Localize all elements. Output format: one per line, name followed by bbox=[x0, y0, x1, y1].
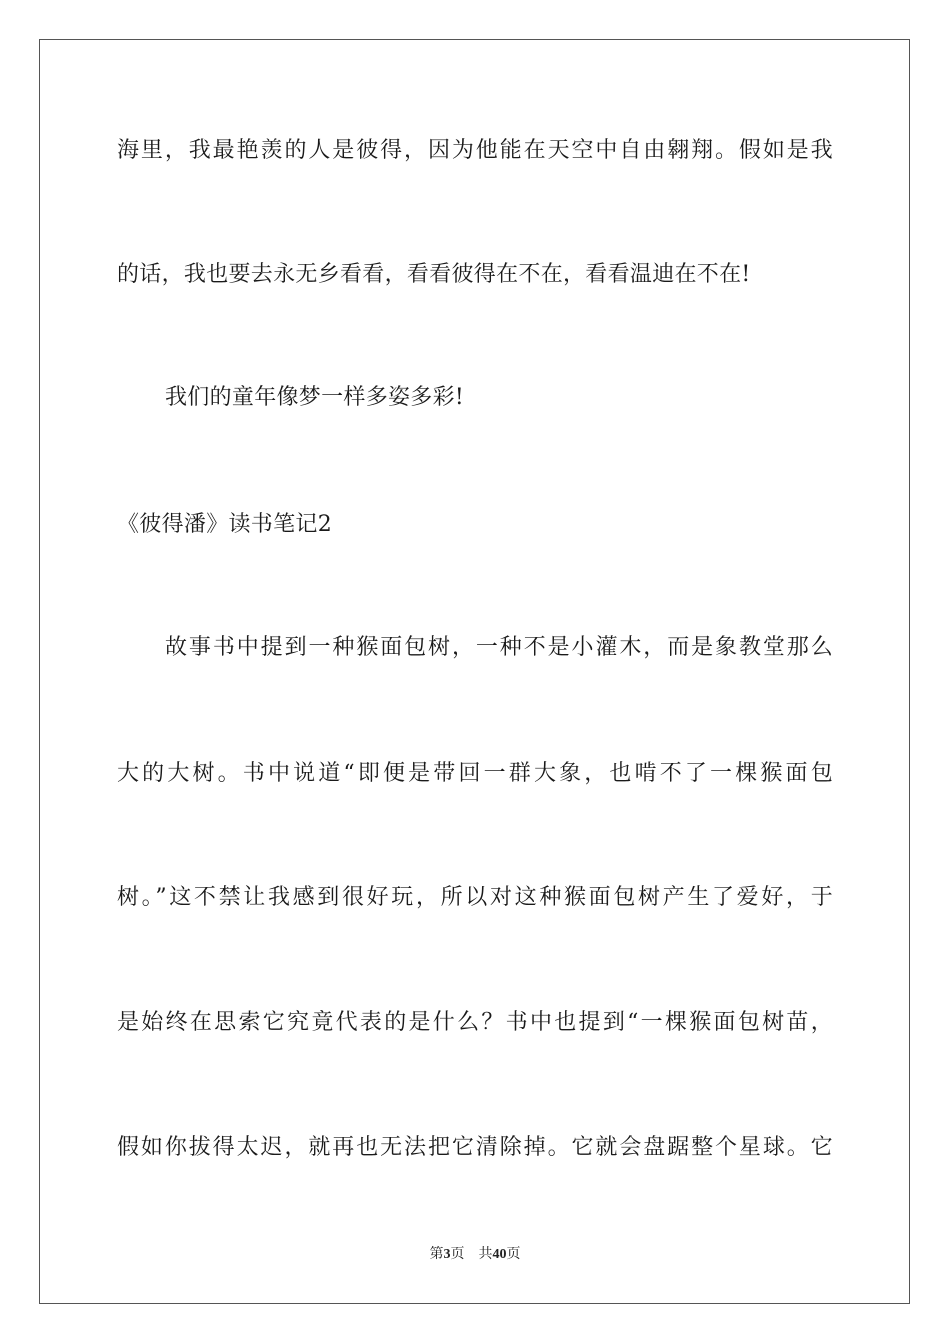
text-line-9: 假如你拔得太迟，就再也无法把它清除掉。它就会盘踞整个星球。它 bbox=[117, 1135, 833, 1160]
text-line-1: 海里，我最艳羡的人是彼得，因为他能在天空中自由翱翔。假如是我 bbox=[117, 138, 833, 163]
page-footer bbox=[0, 1246, 950, 1264]
text-line-2: 的话，我也要去永无乡看看，看看彼得在不在，看看温迪在不在! bbox=[117, 262, 751, 287]
page-border bbox=[39, 39, 910, 1304]
text-line-6: 大的大树。书中说道“即便是带回一群大象，也啃不了一棵猴面包 bbox=[117, 761, 833, 786]
section-heading: 《彼得潘》读书笔记2 bbox=[117, 512, 332, 537]
text-line-7: 树。”这不禁让我感到很好玩，所以对这种猴面包树产生了爱好，于 bbox=[117, 885, 833, 910]
page-prefix: 第 bbox=[429, 1247, 444, 1262]
page-number: 3 bbox=[443, 1247, 451, 1262]
total-prefix: 共 bbox=[478, 1247, 493, 1262]
text-line-5: 故事书中提到一种猴面包树，一种不是小灌木，而是象教堂那么 bbox=[165, 635, 833, 660]
total-pages: 40 bbox=[492, 1247, 507, 1262]
text-line-3: 我们的童年像梦一样多姿多彩! bbox=[165, 385, 465, 410]
page-suffix: 页 bbox=[450, 1247, 465, 1262]
text-line-8: 是始终在思索它究竟代表的是什么？书中也提到“一棵猴面包树苗， bbox=[117, 1010, 833, 1035]
total-suffix: 页 bbox=[506, 1247, 521, 1262]
